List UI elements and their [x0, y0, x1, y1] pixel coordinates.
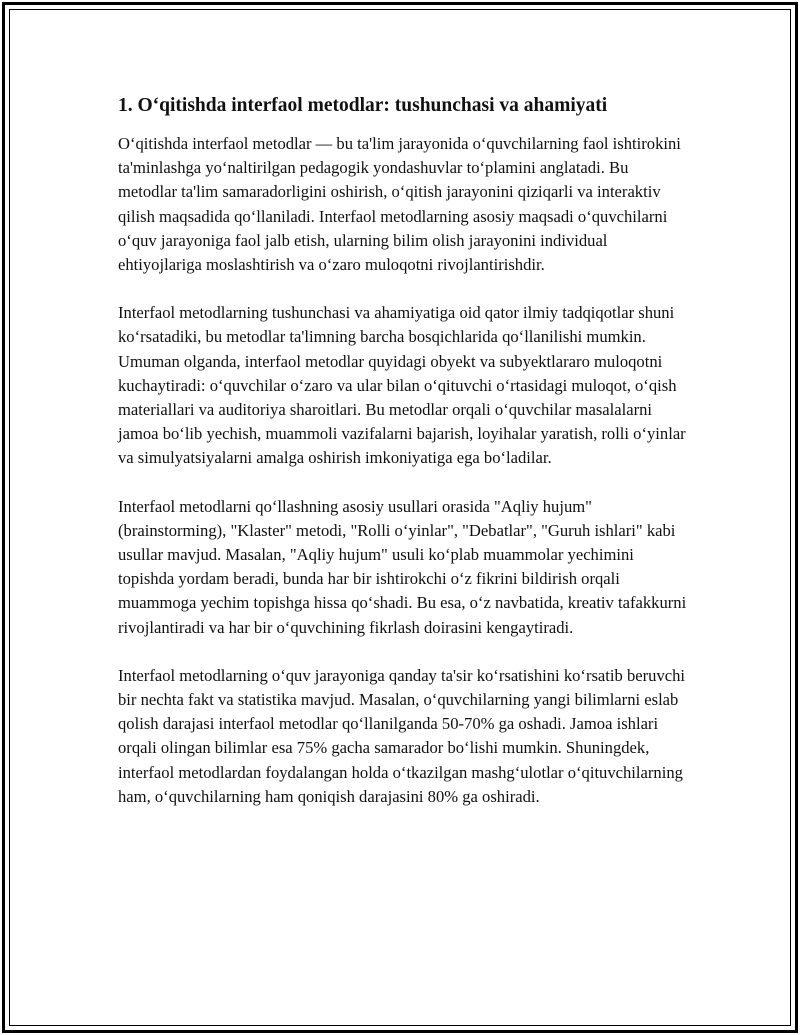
- paragraph-statistics: Interfaol metodlarning o‘quv jarayoniga qanday ta'sir ko‘rsatishini ko‘rsatib beruvchi bir nechta fakt va statistika mavjud. Masalan, o‘quvchilarning yangi bilimlarni eslab qolish darajasi interfaol metodlar qo‘llanilganda 50-70% ga oshadi. Jamoa ishlari orqali olingan bilimlar esa 75% gacha samarador bo‘lishi mumkin. Shuningdek, interfaol metodlardan foydalangan holda o‘tkazilgan mashg‘ulotlar o‘qituvchilarning ham, o‘quvchilarning ham qoniqish darajasini 80% ga oshiradi.: [118, 665, 686, 806]
- section-title: 1. O‘qitishda interfaol metodlar: tushunchasi va ahamiyati: [118, 95, 608, 116]
- paragraph-methods: Interfaol metodlarni qo‘llashning asosiy usullari orasida "Aqliy hujum" (brainstorming), "Klaster" metodi, "Rolli o‘yinlar", "Debatlar", "Guruh ishlari" kabi usullar mavjud. Masalan, "Aqliy hujum" usuli ko‘plab muammolar yechimini topishda yordam beradi, bunda har bir ishtirokchi o‘z fikrini bildirish orqali muammoga yechim topishga hissa qo‘shadi. Bu esa, o‘z navbatida, kreativ tafakkurni rivojlantiradi va har bir o‘quvchining fikrlash doirasini kengaytiradi.: [118, 496, 687, 637]
- paragraph-definition: O‘qitishda interfaol metodlar — bu ta'lim jarayonida o‘quvchilarning faol ishtirokini ta'minlashga yo‘naltirilgan pedagogik yondashuvlar to‘plamini anglatadi. Bu metodlar ta'lim samaradorligini oshirish, o‘qitish jarayonini qiziqarli va interaktiv qilish maqsadida qo‘llaniladi. Interfaol metodlarning asosiy maqsadi o‘quvchilarni o‘quv jarayoniga faol jalb etish, ularning bilim olish jarayonini individual ehtiyojlariga moslashtirish va o‘zaro muloqotni rivojlantirishdir.: [118, 134, 681, 275]
- paragraph-research: Interfaol metodlarning tushunchasi va ahamiyatiga oid qator ilmiy tadqiqotlar shuni ko‘rsatadiki, bu metodlar ta'limning barcha bosqichlarida qo‘llanilishi mumkin. Umuman olganda, interfaol metodlar quyidagi obyekt va subyektlararo muloqotni kuchaytiradi: o‘quvchilar o‘zaro va ular bilan o‘qituvchi o‘rtasidagi muloqot, o‘qish materiallari va auditoriya sharoitlari. Bu metodlar orqali o‘quvchilar masalalarni jamoa bo‘lib yechish, muammoli vazifalarni bajarish, loyihalar yaratish, rolli o‘yinlar va simulyatsiyalarni amalga oshirish imkoniyatiga ega bo‘ladilar.: [118, 303, 686, 468]
- document-body: [118, 92, 688, 833]
